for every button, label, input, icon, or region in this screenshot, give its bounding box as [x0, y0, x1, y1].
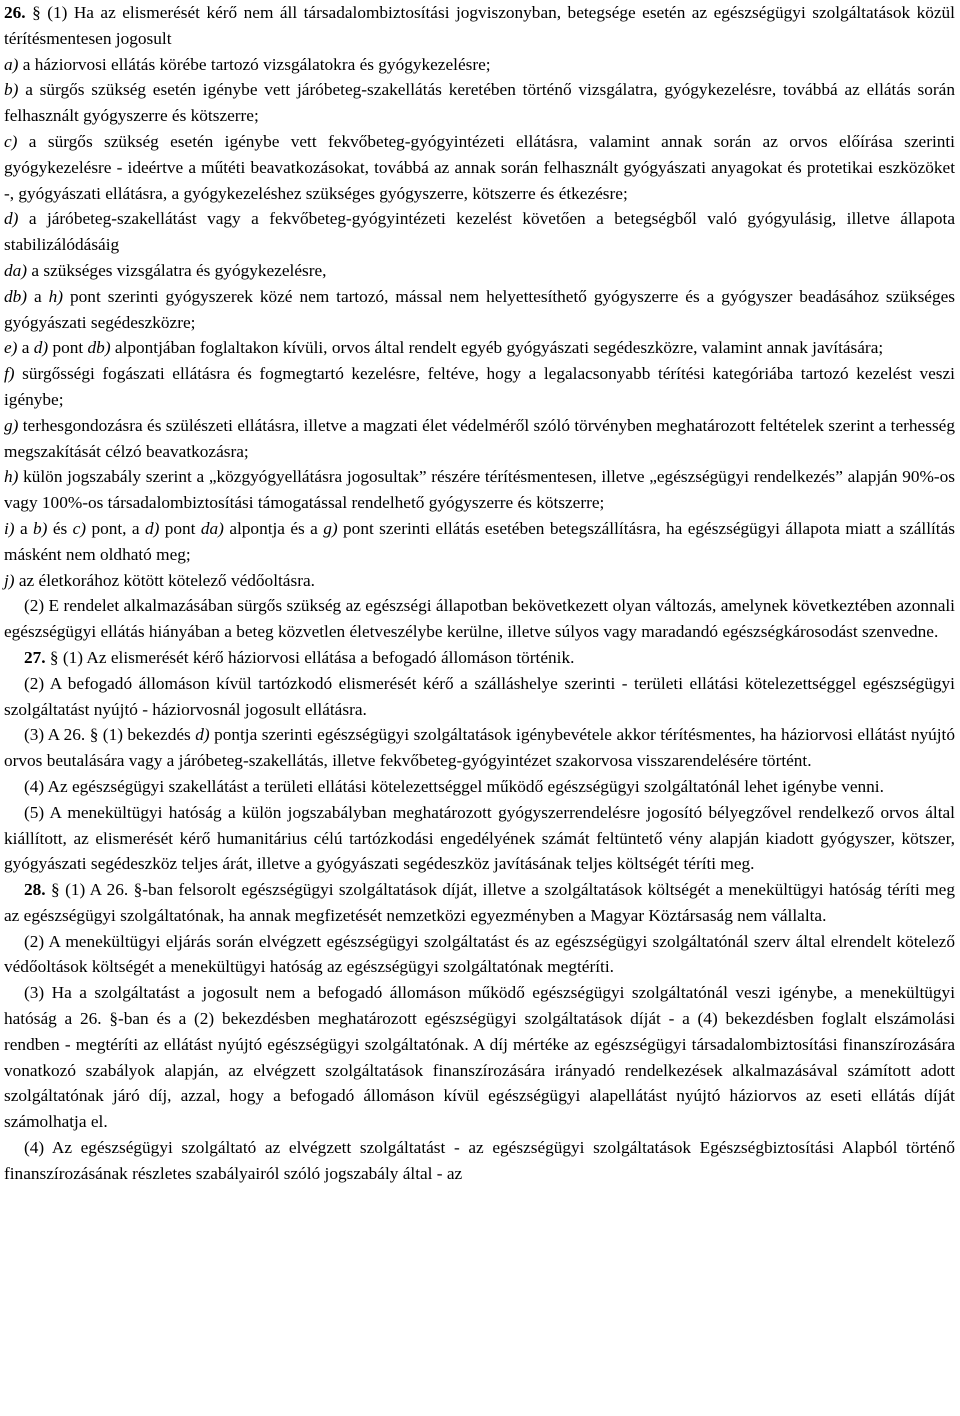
text-run: sürgősségi fogászati ellátásra és fogmegtartó kezelésre, feltéve, hogy a legalacsonyabb térítési kategóriába tartozó kezelést veszi igénybe;	[4, 364, 955, 409]
text-run: alpontjában foglaltakon kívüli, orvos által rendelt egyéb gyógyászati segédeszközre, valamint annak javítására;	[110, 338, 884, 358]
text-run: § (1) A 26. §-ban felsorolt egészségügyi szolgáltatások díját, illetve a szolgáltatások költségét a menekültügyi hatóság téríti meg az egészségügyi szolgáltatónak, ha annak megfizetését nemzetközi egyezményben a Magyar Köztársaság nem vállalta.	[4, 880, 955, 925]
list-item-i	[4, 516, 955, 568]
text-run: az életkorához kötött kötelező védőoltásra.	[14, 570, 315, 590]
section-number: 26.	[4, 3, 26, 22]
point-reference: g)	[4, 415, 19, 435]
point-reference: d)	[4, 209, 19, 229]
section-number: 27.	[24, 647, 46, 667]
paragraph	[4, 593, 955, 645]
point-reference: e)	[4, 338, 18, 358]
paragraph	[4, 980, 955, 1135]
list-item-j	[4, 568, 955, 594]
text-run: külön jogszabály szerint a „közgyógyellátásra jogosultak” részére térítésmentesen, illetve „egészségügyi rendelkezés” alapján 90%-os vagy 100%-os társadalombiztosítási támogatással rendelhető gyógyszerre és kötszerre;	[4, 467, 955, 513]
text-run: pont szerinti ellátás esetében betegszállításra, ha egészségügyi állapota miatt a szállítás másként nem oldható meg;	[4, 518, 955, 564]
list-item-e	[4, 335, 955, 361]
text-run: a	[14, 518, 34, 538]
text-run: a	[27, 286, 49, 306]
point-reference: d)	[144, 518, 160, 538]
point-reference: db)	[87, 338, 111, 358]
list-item-h	[4, 464, 955, 516]
paragraph	[4, 0, 955, 52]
text-run: és	[47, 518, 73, 538]
point-reference: f)	[4, 364, 15, 384]
list-item-c	[4, 129, 955, 206]
text-run: (2) E rendelet alkalmazásában sürgős szükség az egészségi állapotban bekövetkezett olyan változás, amelynek következtében azonnali egészségügyi ellátás hiányában a beteg közvetlen életveszélybe kerülne, illetve súlyos vagy maradandó egészségkárosodást szenvedne.	[4, 596, 955, 642]
text-run: (2) A befogadó állomáson kívül tartózkodó elismerését kérő a szálláshelye szerinti - területi ellátási kötelezettséggel egészségügyi szolgáltatást nyújtó - háziorvosnál jogosult ellátásra.	[4, 673, 955, 719]
paragraph	[4, 877, 955, 929]
text-run: pont	[48, 338, 88, 358]
point-reference: g)	[323, 518, 338, 538]
text-run: pont	[159, 518, 201, 538]
text-run: a sürgős szükség esetén igénybe vett fekvőbeteg-gyógyintézeti ellátásra, valamint annak során az orvos előírása szerinti gyógykezelésre - ideértve a műtéti beavatkozásokat, továbbá az annak során felhasznált gyógyászati anyagokat és protetikai eszközöket -, gyógyászati ellátásra, a gyógykezeléshez szükséges gyógyszerre, kötszerre és étkezésre;	[4, 131, 955, 203]
text-run: alpontja és a	[223, 518, 324, 538]
point-reference: b)	[4, 80, 19, 100]
point-reference: d)	[195, 725, 210, 745]
text-run: a	[17, 338, 34, 358]
text-run: § (1) Ha az elismerését kérő nem áll társadalombiztosítási jogviszonyban, betegsége esetén az egészségügyi szolgáltatások közül térítésmentesen jogosult	[4, 3, 955, 48]
text-run: pont szerinti gyógyszerek közé nem tartozó, mással nem helyettesíthető gyógyszerre és a gyógyszer beadásához szükséges gyógyászati segédeszközre;	[4, 286, 956, 332]
paragraph	[4, 722, 955, 774]
list-item-f	[4, 361, 955, 413]
point-reference: j)	[4, 570, 15, 590]
paragraph	[4, 800, 955, 877]
paragraph	[4, 1135, 955, 1187]
text-run: (5) A menekültügyi hatóság a külön jogszabályban meghatározott gyógyszerrendelésre jogosító bélyegzővel rendelkező orvos által kiállított, az elismerését kérő humanitárius célú tartózkodási engedélyének számát feltüntető vény alapján kiadott gyógyszer, kötszer, gyógyászati segédeszköz teljes árát, illetve a gyógyászati segédeszköz javításának teljes költségét téríti meg.	[4, 802, 955, 874]
paragraph	[4, 929, 955, 981]
section-number: 28.	[24, 880, 46, 900]
point-reference: da)	[4, 260, 28, 280]
text-run: a járóbeteg-szakellátást vagy a fekvőbeteg-gyógyintézeti kezelést követően a betegségből való gyógyulásig, illetve állapota stabilizálódásáig	[4, 209, 955, 255]
paragraph	[4, 774, 955, 800]
list-item-a	[4, 52, 955, 78]
text-run: (3) A 26. § (1) bekezdés	[24, 725, 196, 745]
text-run: terhesgondozásra és szülészeti ellátásra, illetve a magzati élet védelméről szóló törvényben meghatározott feltételek szerint a terhesség megszakítását célzó beavatkozásra;	[4, 415, 955, 461]
point-reference: a)	[4, 54, 19, 74]
text-run: (2) A menekültügyi eljárás során elvégzett egészségügyi szolgáltatást és az egészségügyi szolgáltatónál szerv által elrendelt kötelező védőoltások költségét a menekültügyi hatóság az egészségügyi szolgáltatónak megtéríti.	[4, 931, 955, 977]
list-item-d	[4, 206, 955, 258]
paragraph	[4, 671, 955, 723]
list-item-db	[4, 284, 955, 336]
point-reference: i)	[4, 518, 15, 538]
point-reference: b)	[33, 518, 48, 538]
point-reference: db)	[4, 286, 28, 306]
text-run: a szükséges vizsgálatra és gyógykezelésre,	[27, 260, 327, 280]
list-item-b	[4, 77, 955, 129]
text-run: a háziorvosi ellátás körébe tartozó vizsgálatokra és gyógykezelésre;	[18, 54, 491, 74]
text-run: (4) Az egészségügyi szakellátást a területi ellátási kötelezettséggel működő egészségügyi szolgáltatónál lehet igénybe venni.	[24, 776, 884, 796]
point-reference: da)	[200, 518, 224, 538]
list-item-da	[4, 258, 955, 284]
list-item-g	[4, 413, 955, 465]
text-run: a sürgős szükség esetén igénybe vett járóbeteg-szakellátás keretében történő vizsgálatra, gyógykezelésre, továbbá az ellátás során felhasznált gyógyszerre és kötszerre;	[4, 80, 955, 126]
paragraph	[4, 645, 955, 671]
text-run: pontja szerinti egészségügyi szolgáltatások igénybevétele akkor térítésmentes, ha háziorvosi ellátást nyújtó orvos beutalására vagy a járóbeteg-szakellátás, illetve fekvőbeteg-gyógyintézet szakorvosa visszarendelésére történt.	[4, 725, 955, 771]
point-reference: c)	[4, 131, 18, 151]
text-run: (4) Az egészségügyi szolgáltató az elvégzett szolgáltatást - az egészségügyi szolgáltatások Egészségbiztosítási Alapból történő finanszírozásának részletes szabályairól szóló jogszabály által - az	[4, 1138, 955, 1183]
text-run: (3) Ha a szolgáltatást a jogosult nem a befogadó állomáson működő egészségügyi szolgáltatónál veszi igénybe, a menekültügyi hatóság a 26. §-ban és a (2) bekezdésben meghatározott egészségügyi szolgáltatások díját - a (4) bekezdésben foglalt elszámolási rendben - megtéríti az ellátást nyújtó egészségügyi szolgáltatónak. A díj mértéke az egészségügyi társadalombiztosítási finanszírozására vonatkozó szabályok alapján, az elvégzett szolgáltatások finanszírozására irányadó rendelkezések alkalmazásával számított adott szolgáltatónak járó díj, azzal, hogy a befogadó állomáson kívül egészségügyi alapellátást nyújtó háziorvos az eseti ellátás díját számolhatja el.	[4, 983, 955, 1132]
point-reference: c)	[72, 518, 87, 538]
text-run: § (1) Az elismerését kérő háziorvosi ellátása a befogadó állomáson történik.	[45, 647, 575, 667]
point-reference: d)	[33, 338, 49, 358]
text-run: pont, a	[86, 518, 145, 538]
point-reference: h)	[4, 467, 19, 487]
point-reference: h)	[48, 286, 64, 306]
